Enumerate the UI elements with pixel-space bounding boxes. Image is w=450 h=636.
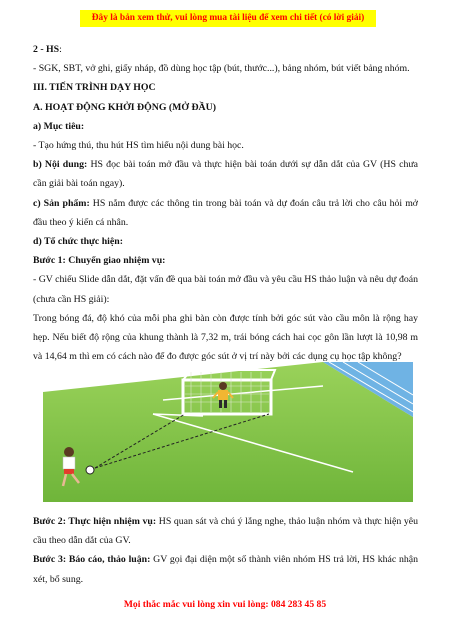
product-text: HS nắm được các thông tin trong bài toán và dự đoán câu trả lời cho câu hỏi mở đầu theo ý kiến cá nhân. xyxy=(33,197,418,228)
preview-banner: Đây là bản xem thử, vui lòng mua tài liệu để xem chi tiết (có lời giải) xyxy=(80,10,376,27)
hs-heading xyxy=(33,40,418,59)
step3-label: Bước 3: Báo cáo, thảo luận: xyxy=(33,554,151,566)
soccer-illustration xyxy=(33,362,413,502)
step2-label: Bước 2: Thực hiện nhiệm vụ: xyxy=(33,516,157,527)
content-paragraph xyxy=(33,155,418,193)
product-label: c) Sản phẩm: xyxy=(33,197,90,209)
problem-text: Trong bóng đá, độ khó của mỗi pha ghi bàn còn được tính bởi góc sút vào cầu môn là rộng hay hẹp. Nếu biết độ rộng của khung thành là 7,32 m, trái bóng cách hai cọc gôn lần lượt là 10,98 m và 14,64 m thì em có cách nào để đo được góc sút ở vị trí này bởi các dụng cụ học tập không? xyxy=(33,312,418,363)
contact-footer: Mọi thắc mắc vui lòng xin vui lòng: 084 283 45 85 xyxy=(123,599,327,610)
content-text: HS đọc bài toán mở đầu và thực hiện bài toán dưới sự dẫn dắt của GV (HS chưa cần giải bài toán ngay). xyxy=(33,159,418,190)
document-body-continued xyxy=(33,512,418,589)
ball-icon xyxy=(86,466,94,474)
hs-heading-label: 2 - HS xyxy=(33,44,60,55)
org-heading: d) Tổ chức thực hiện: xyxy=(33,236,123,248)
goal-text: - Tạo hứng thú, thu hút HS tìm hiểu nội dung bài học. xyxy=(33,140,244,152)
soccer-field-image xyxy=(33,362,413,502)
step1-heading: Bước 1: Chuyển giao nhiệm vụ: xyxy=(33,255,166,267)
step2-text: HS quan sát và chú ý lắng nghe, thảo luận nhóm và thực hiện yêu cầu theo dẫn dắt của GV. xyxy=(33,516,418,547)
document-body xyxy=(33,40,418,366)
step2-paragraph xyxy=(33,512,418,550)
section-iii-heading: III. TIẾN TRÌNH DẠY HỌC xyxy=(33,82,156,94)
product-paragraph xyxy=(33,194,418,232)
step3-text: GV gọi đại diện một số thành viên nhóm HS trả lời, HS khác nhận xét, bổ sung. xyxy=(33,554,418,585)
section-a-heading: A. HOẠT ĐỘNG KHỞI ĐỘNG (MỞ ĐẦU) xyxy=(33,101,216,113)
hs-items: - SGK, SBT, vở ghi, giấy nháp, đồ dùng học tập (bút, thước...), bảng nhóm, bút viết bảng nhóm. xyxy=(33,63,410,75)
step1-text: - GV chiếu Slide dẫn dắt, đặt vấn đề qua bài toán mở đầu và yêu cầu HS thảo luận và nêu dự đoán (chưa cần HS giải): xyxy=(33,274,418,305)
hs-heading-colon: : xyxy=(59,44,62,55)
content-label: b) Nội dung: xyxy=(33,159,88,171)
step3-paragraph xyxy=(33,550,418,588)
goal-heading: a) Mục tiêu: xyxy=(33,120,85,132)
